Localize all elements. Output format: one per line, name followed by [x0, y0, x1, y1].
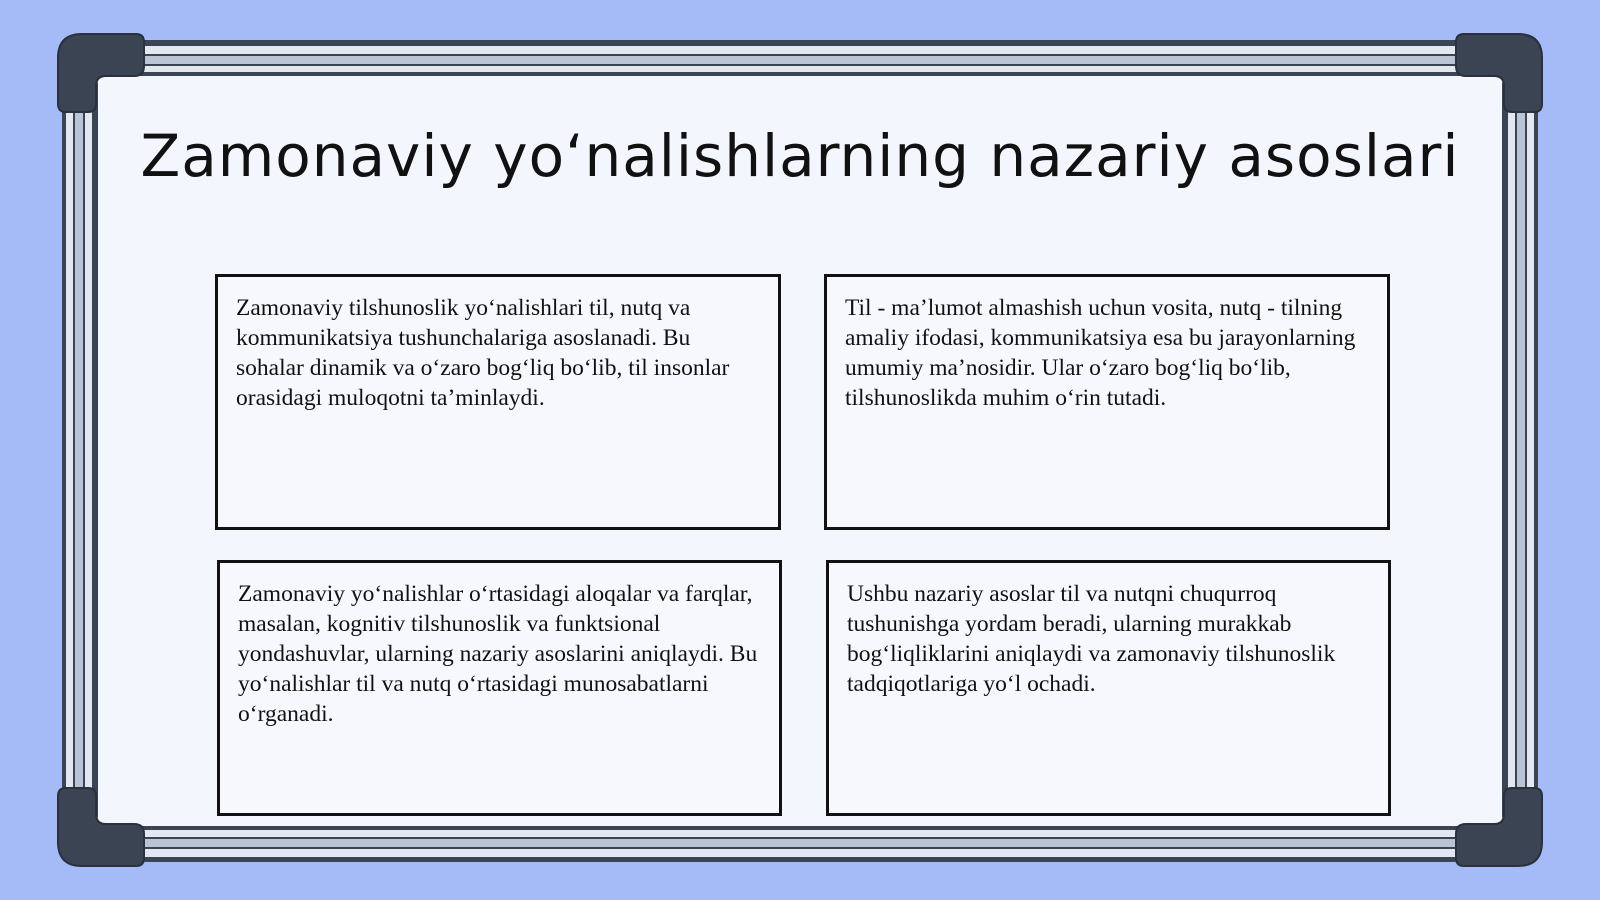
text-card-top-left: Zamonaviy tilshunoslik yo‘nalishlari til, nutq va kommunikatsiya tushunchalariga asoslanadi. Bu sohalar dinamik va o‘zaro bog‘liq bo‘lib, til insonlar orasidagi muloqotni ta’minlaydi. — [215, 274, 781, 530]
text-card-top-right: Til - ma’lumot almashish uchun vosita, nutq - tilning amaliy ifodasi, kommunikatsiya esa bu jarayonlarning umumiy ma’nosidir. Ular o‘zaro bog‘liq bo‘lib, tilshunoslikda muhim o‘rin tutadi. — [824, 274, 1390, 530]
text-card-bottom-right: Ushbu nazariy asoslar til va nutqni chuqurroq tushunishga yordam beradi, ularning murakkab bog‘liqliklarini aniqlaydi va zamonaviy tilshunoslik tadqiqotlariga yo‘l ochadi. — [826, 560, 1391, 816]
slide-title: Zamonaviy yo‘nalishlarning nazariy asoslari — [140, 122, 1460, 190]
text-card-bottom-left: Zamonaviy yo‘nalishlar o‘rtasidagi aloqalar va farqlar, masalan, kognitiv tilshunoslik va funktsional yondashuvlar, ularning nazariy asoslarini aniqlaydi. Bu yo‘nalishlar til va nutq o‘rtasidagi munosabatlarni o‘rganadi. — [217, 560, 782, 816]
